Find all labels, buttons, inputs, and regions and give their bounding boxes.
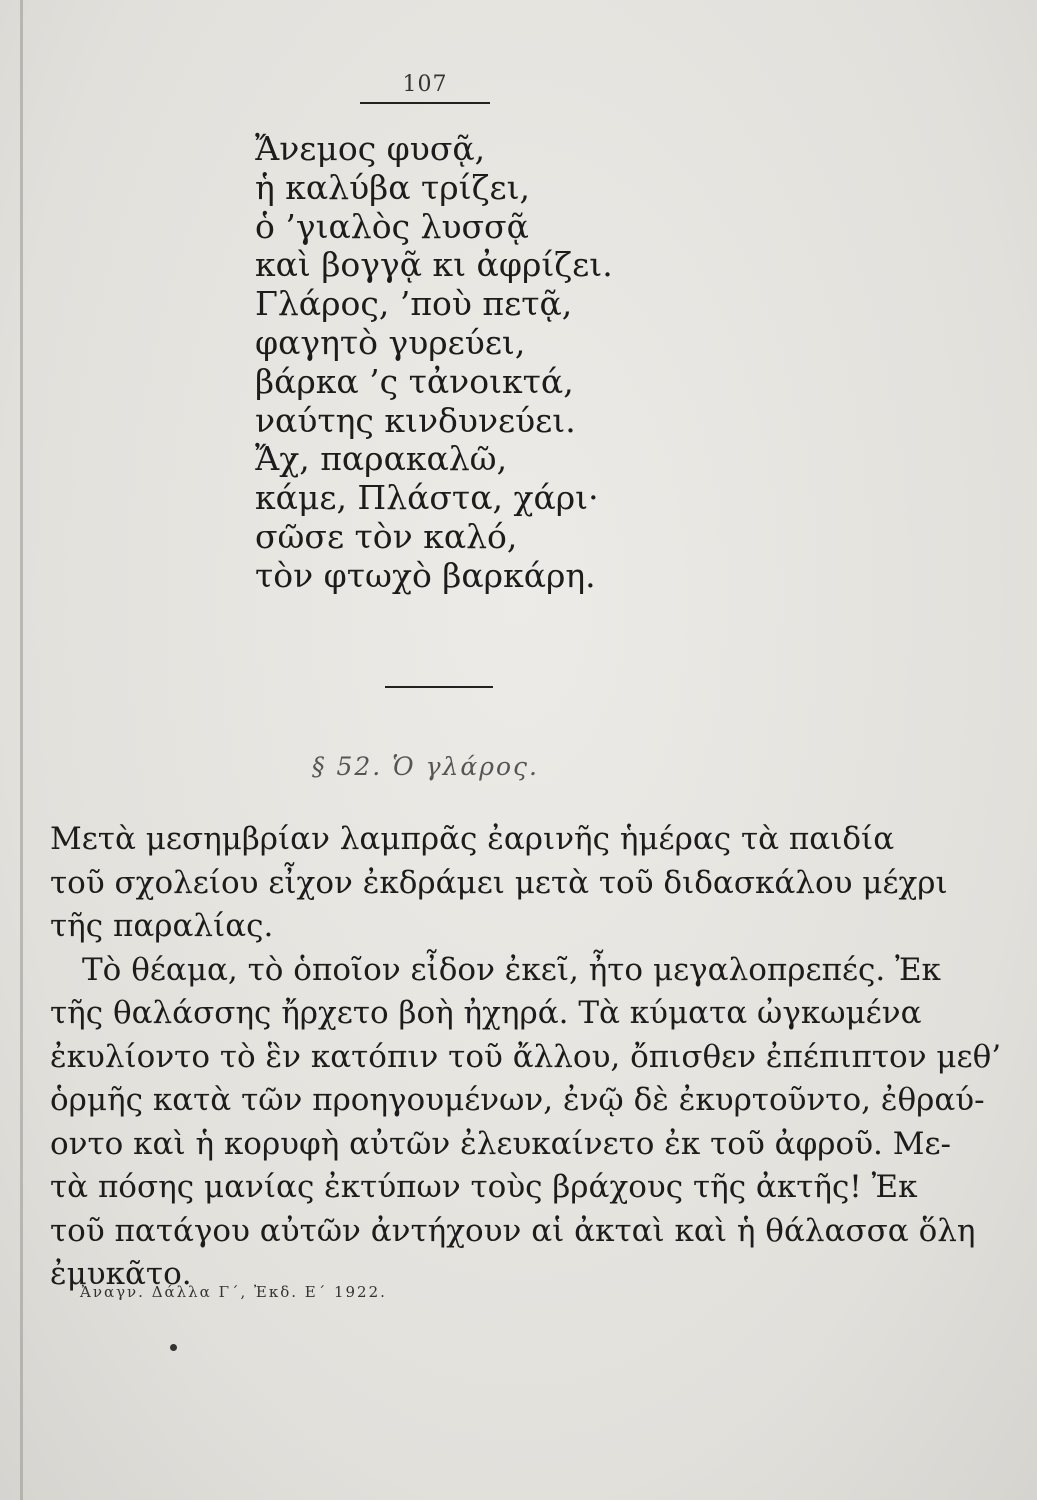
poem-line: Ἄνεμος φυσᾷ,	[255, 129, 486, 168]
section-title: § 52. Ὁ γλάρος.	[312, 752, 539, 781]
page-edge-shadow	[20, 0, 23, 1500]
prose-line: οντο καὶ ἡ κορυφὴ αὐτῶν ἐλευκαίνετο ἐκ τοῦ ἀφροῦ. Με-	[50, 1125, 952, 1162]
poem-line: φαγητὸ γυρεύει,	[255, 322, 526, 362]
poem-line: σῶσε τὸν καλό,	[255, 516, 518, 556]
prose-line: ἐκυλίοντο τὸ ἓν κατόπιν τοῦ ἄλλου, ὄπισθεν ἐπέπιπτον μεθ’	[50, 1038, 1002, 1075]
poem-line: καὶ βογγᾷ κι ἀφρίζει.	[255, 245, 613, 285]
prose-line: ὁρμῆς κατὰ τῶν προηγουμένων, ἐνῷ δὲ ἐκυρτοῦντο, ἐθραύ-	[50, 1082, 985, 1118]
ink-dot	[170, 1344, 177, 1351]
prose-paragraph	[50, 818, 1002, 1297]
poem-line: βάρκα ’ς τἀνοικτά,	[255, 361, 574, 401]
page-number: 107	[402, 72, 448, 97]
poem-line: ἡ καλύβα τρίζει,	[255, 167, 531, 207]
prose-line: Μετὰ μεσημβρίαν λαμπρᾶς ἐαρινῆς ἡμέρας τὰ παιδία	[50, 821, 895, 857]
prose-line: τοῦ πατάγου αὐτῶν ἀντήχουν αἱ ἀκταὶ καὶ ἡ θάλασσα ὅλη	[50, 1212, 976, 1249]
prose-line: ἐμυκᾶτο.	[50, 1256, 192, 1292]
poem	[255, 130, 613, 596]
prose-line: Τὸ θέαμα, τὸ ὁποῖον εἶδον ἐκεῖ, ἦτο μεγαλοπρεπές. Ἐκ	[82, 951, 941, 988]
source-citation: Ἀναγν. Δάλλα Γ΄, Ἐκδ. Ε΄ 1922.	[80, 1283, 387, 1301]
prose-line: τοῦ σχολείου εἶχον ἐκδράμει μετὰ τοῦ διδασκάλου μέχρι	[50, 864, 948, 901]
poem-line: τὸν φτωχὸ βαρκάρη.	[255, 555, 596, 595]
poem-line: κάμε, Πλάστα, χάρι·	[255, 478, 599, 518]
page-number-rule	[360, 102, 490, 104]
poem-line: ναύτης κινδυνεύει.	[255, 400, 576, 440]
poem-line: Ἄχ, παρακαλῶ,	[255, 439, 508, 479]
prose-line: τῆς παραλίας.	[50, 908, 274, 944]
prose-line: τὰ πόσης μανίας ἐκτύπων τοὺς βράχους τῆς ἀκτῆς! Ἐκ	[50, 1169, 918, 1205]
poem-line: ὁ ’γιαλὸς λυσσᾷ	[255, 206, 529, 246]
section-divider	[385, 686, 493, 688]
prose-line: τῆς θαλάσσης ἤρχετο βοὴ ἠχηρά. Τὰ κύματα ὠγκωμένα	[50, 995, 922, 1031]
poem-line: Γλάρος, ’ποὺ πετᾷ,	[255, 284, 573, 324]
